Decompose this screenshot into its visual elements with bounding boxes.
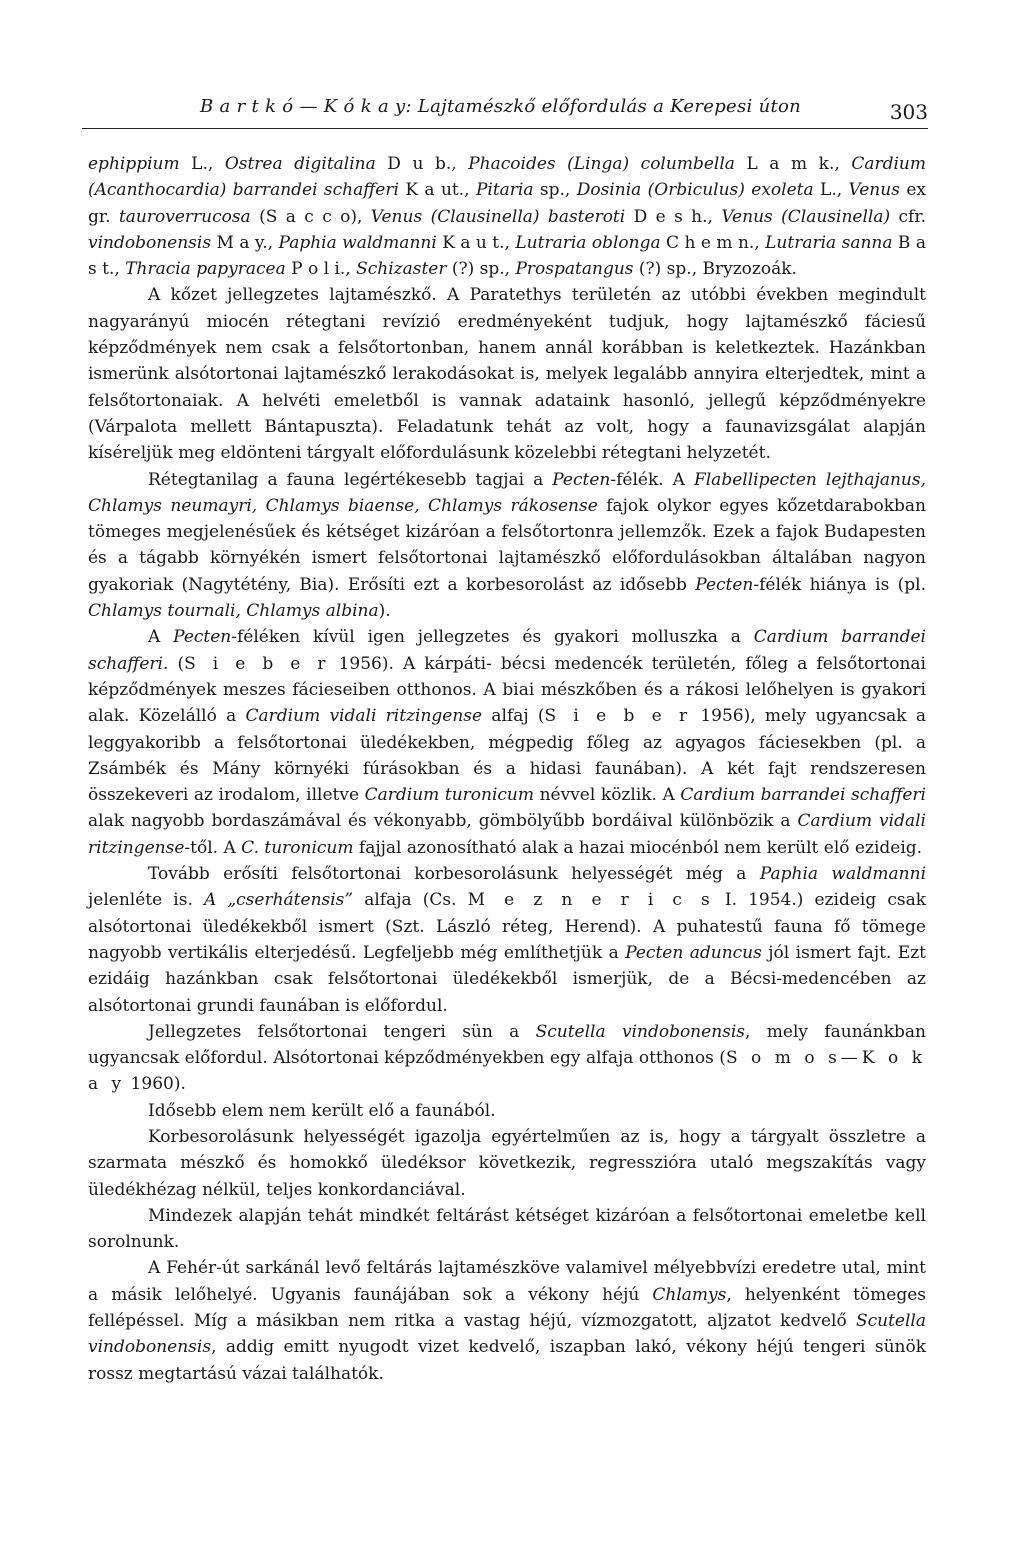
text-run: , mely faunánkban ugyancsak előfordul. Alsótortonai képződményekben egy alfaja otthonos ( [88,1021,926,1069]
text-run: alak nagyobb bordaszámával és vékonyabb, gömbölyűbb bordáival különbözik a [88,811,798,832]
text-run: (?) sp., Bryzozoák. [633,259,797,280]
text-run: K a u t., [436,232,516,253]
text-run: Jellegzetes felsőtortonai tengeri sün a [148,1021,536,1042]
text-run: L., [813,180,849,201]
italic-taxon: vindobonensis [88,232,212,253]
text-run: D e s h., [625,206,722,227]
text-run: ). [378,601,391,622]
italic-taxon: Venus (Clausinella) [721,206,891,227]
italic-taxon: Chlamys tournali, Chlamys albina [88,601,379,622]
italic-taxon: Paphia waldmanni [278,232,437,253]
text-run: (?) sp., [446,259,516,280]
italic-taxon: A „cserhátensis” [203,890,354,911]
italic-taxon: Scutella vindobonensis [535,1021,746,1042]
author-name: S i e b e r [184,653,330,674]
text-run: 1960). [125,1074,186,1095]
text-run: M a y., [211,232,279,253]
text-run: fajok olykor egyes kőzetdarabokban tömeges megjelenésűek és kétséget kizáróan a felsőtortonra jellemzők. Ezek a fajok Budapesten és a tágabb környékén ismert felsőtortonai lajtamészkő előfordulásokban általában nagyon gyakoriak (Nagytétény, Bia). Erősíti ezt a korbesorolást az idősebb [88,495,927,595]
italic-taxon: Scutella vindobonensis [88,1311,926,1358]
text-run: -félék hiánya is (pl. [753,574,926,595]
text-run: I. 1954.) ezideig csak alsótortonai üledékekből ismert (Szt. László réteg, Herend). A puhatestű fauna fő tömege nagyobb vertikális elterjedésű. Legfeljebb még említhetjük a [88,890,927,963]
text-run: jelenléte is. [88,890,204,911]
italic-taxon: Pecten aduncus [625,942,762,963]
text-run: P o l i., [285,259,357,280]
page-number: 303 [889,100,928,124]
italic-taxon: tauroverrucosa [118,206,251,227]
author-name: M e z n e r i c s [467,890,714,911]
paragraph-p-cardium [88,624,926,861]
text-run: cfr. [890,206,926,227]
text-run: fajjal azonosítható alak a hazai miocénból nem került elő ezideig. [353,837,923,858]
italic-taxon: C. turonicum [241,837,354,858]
text-run: -féléken kívül igen jellegzetes és gyakori molluszka a [231,627,754,648]
paragraph-p-scutella [88,1019,926,1098]
italic-taxon: Paphia waldmanni [759,864,926,885]
italic-taxon: Lutraria sanna [765,232,893,253]
italic-taxon: Cardium vidali ritzingense [245,706,483,727]
running-head: B a r t k ó — K ó k a y: Lajtamészkő előfordulás a Kerepesi úton [200,96,802,117]
italic-taxon: Pecten [552,469,611,490]
text-run: B a s t., [88,232,926,280]
paragraph-p-paphia [88,861,926,1019]
italic-taxon: Cardium (Acanthocardia) barrandei schafferi [88,154,926,201]
italic-taxon: Lutraria oblonga [515,232,661,253]
italic-taxon: Phacoides (Linga) columbella [468,154,735,174]
text-run: -től. A [184,837,242,858]
paragraph-p-mindezek [88,1203,926,1256]
text-run: Mindezek alapján tehát mindkét feltárást kétséget kizáróan a felsőtortonai emeletbe kell sorolnunk. [88,1205,926,1253]
text-run: jól ismert fajt. Ezt ezidáig hazánkban csak felsőtortonai üledékekből ismerjük, de a Bécsi-medencében az alsótortonai grundi faunában is előfordul. [88,942,926,1016]
text-run: alfaja (Cs. [353,890,468,911]
paragraph-p-feher-ut [88,1255,926,1386]
text-run: Idősebb elem nem került elő a faunából. [148,1100,496,1121]
text-run: 1956). A kárpáti- bécsi medencék területén, főleg a felsőtortonai képződmények meszes fácieseiben otthonos. A biai mészkőben és a rákosi lelőhelyen is gyakori alak. Közelálló a [88,653,926,727]
text-run: ( [168,653,185,674]
italic-taxon: Venus [848,180,900,201]
italic-taxon: Flabellipecten lejthajanus, Chlamys neumayri, Chlamys biaense, Chlamys rákosense [88,469,926,516]
text-run: alfaj ( [482,706,545,727]
paragraph-p-korbesorolas [88,1124,926,1203]
italic-taxon: Pecten [173,627,232,648]
text-run: , helyenként tömeges fellépéssel. Míg a másikban nem ritka a vastag héjú, vízmozgatott, aljzatot kedvelő [88,1284,927,1332]
text-run: ex gr. [88,180,926,227]
text-run: L., [179,154,225,174]
page-header [82,96,928,129]
italic-taxon: Prospatangus [515,259,634,280]
italic-taxon: Schizaster [356,259,447,280]
text-run: L a m k., [734,154,852,174]
italic-taxon: Thracia papyracea [125,259,286,280]
text-run: sp., [533,180,577,201]
text-run: K a ut., [398,180,476,201]
text-run: Korbesorolásunk helyességét igazolja egyértelműen az is, hogy a tárgyalt összletre a szarmata mészkő és homokkő üledéksor következik, regresszióra utaló megszakítás vagy üledékhézag nélkül, teljes konkordanciával. [88,1126,926,1200]
article-body [88,151,926,1387]
text-run: C h e m n., [660,232,766,253]
paragraph-p-lajtameszko [88,282,926,466]
italic-taxon: Pecten [695,574,754,595]
text-run: A [148,627,174,648]
italic-taxon: Chlamys [652,1284,727,1305]
text-run: A Fehér-út sarkánál levő feltárás lajtamészköve valamivel mélyebbvízi eredetre utal, mint a másik lelőhelyé. Ugyanis faunájában sok a vékony héjú [88,1258,926,1305]
italic-taxon: Cardium turonicum [364,785,534,806]
text-run: , addig emitt nyugodt vizet kedvelő, iszapban lakó, vékony héjú tengeri sünök rossz megtartású vázai találhatók. [88,1337,926,1384]
text-run: -félék. A [610,469,694,490]
italic-taxon: Cardium vidali ritzingense [88,811,926,858]
text-run: Tovább erősíti felsőtortonai korbesorolásunk helyességét még a [148,864,760,885]
italic-taxon: Pitaria [475,180,534,201]
text-run: 1956), mely ugyancsak a leggyakoribb a felsőtortonai üledékekben, mégpedig főleg az agyagos fáciesekben (pl. a Zsámbék és Mány környéki fúrásokban és a hidasi faunában). A két fajt rendszeresen összekeveri az irodalom, illetve [88,706,927,806]
text-run: (S a c c o), [250,206,371,227]
text-run: A kőzet jellegzetes lajtamészkő. A Paratethys területén az utóbbi években megindult nagyarányú miocén rétegtani revízió eredményeként tudjuk, hogy lajtamészkő fáciesű képződmények nem csak a felsőtortonban, hanem annál korábban is keletkeztek. Hazánkban ismerünk alsótortonai lajtamészkő lerakodásokat is, melyek legalább annyira elterjedtek, mint a felsőtortonaiak. A helvéti emeletből is vannak adataink hasonló, jellegű képződményekre (Várpalota mellett Bántapuszta). Feladatunk tehát az volt, hogy a faunavizsgálat alapján kíséreljük meg eldönteni tárgyalt előfordulásunk közelebbi rétegtani helyzetét. [88,285,926,464]
italic-taxon: Cardium barrandei schafferi [680,785,926,806]
author-name: S i e b e r [544,706,692,727]
italic-taxon: ephippium [88,154,180,174]
italic-taxon: Ostrea digitalina [224,154,376,174]
italic-taxon: Dosinia (Orbiculus) exoleta [576,180,814,201]
paragraph-species-list [88,151,926,282]
author-name: S o m o s—K o k a y [88,1048,926,1095]
text-run: Rétegtanilag a fauna legértékesebb tagjai a [148,469,553,490]
text-run: D u b., [375,154,469,174]
paragraph-p-pecten [88,467,926,625]
italic-taxon: Cardium barrandei schafferi. [88,627,926,674]
text-run: névvel közlik. A [534,785,681,806]
italic-taxon: Venus (Clausinella) basteroti [370,206,626,227]
paragraph-p-idosebb [88,1098,926,1124]
